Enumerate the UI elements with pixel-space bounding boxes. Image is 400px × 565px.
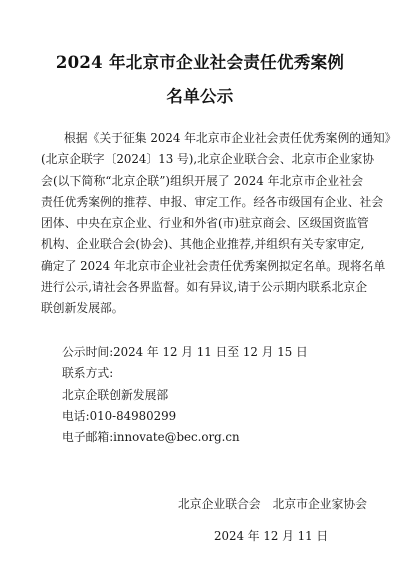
contact-email: 电子邮箱:innovate@bec.org.cn xyxy=(62,430,240,445)
body-line: 联创新发展部。 xyxy=(41,301,124,316)
body-line: 机构、企业联合会(协会)、其他企业推荐,并组织有关专家审定, xyxy=(41,237,365,252)
body-line: 团体、中央在京企业、行业和外省(市)驻京商会、区级国资监管 xyxy=(41,216,369,231)
contact-department: 北京企联创新发展部 xyxy=(62,387,169,402)
contact-phone: 电话:010-84980299 xyxy=(62,408,177,423)
body-line: 根据《关于征集 2024 年北京市企业社会责任优秀案例的通知》 xyxy=(64,131,397,145)
document-title-line-1: 2024 年北京市企业社会责任优秀案例 xyxy=(55,53,345,72)
contact-info xyxy=(62,342,308,448)
body-line: 责任优秀案例的推荐、申报、审定工作。经各市级国有企业、社会 xyxy=(41,194,384,209)
body-line: 会(以下简称“北京企联”)组织开展了 2024 年北京市企业社会 xyxy=(41,173,363,188)
issue-date: 2024 年 12 月 11 日 xyxy=(214,529,329,543)
contact-heading: 联系方式: xyxy=(62,366,114,381)
body-line: 进行公示,请社会各界监督。如有异议,请于公示期内联系北京企 xyxy=(41,280,368,295)
publicity-period: 公示时间:2024 年 12 月 11 日至 12 月 15 日 xyxy=(62,345,308,359)
issuing-organizations xyxy=(178,495,367,512)
body-paragraph xyxy=(41,128,397,320)
body-line: (北京企联字〔2024〕13 号),北京企业联合会、北京市企业家协 xyxy=(41,152,375,167)
issuer-federation: 北京企业联合会 xyxy=(178,497,261,511)
issuer-association: 北京市企业家协会 xyxy=(272,497,367,511)
body-line: 确定了 2024 年北京市企业社会责任优秀案例拟定名单。现将名单 xyxy=(41,258,386,273)
document-title-line-2: 名单公示 xyxy=(166,87,234,106)
